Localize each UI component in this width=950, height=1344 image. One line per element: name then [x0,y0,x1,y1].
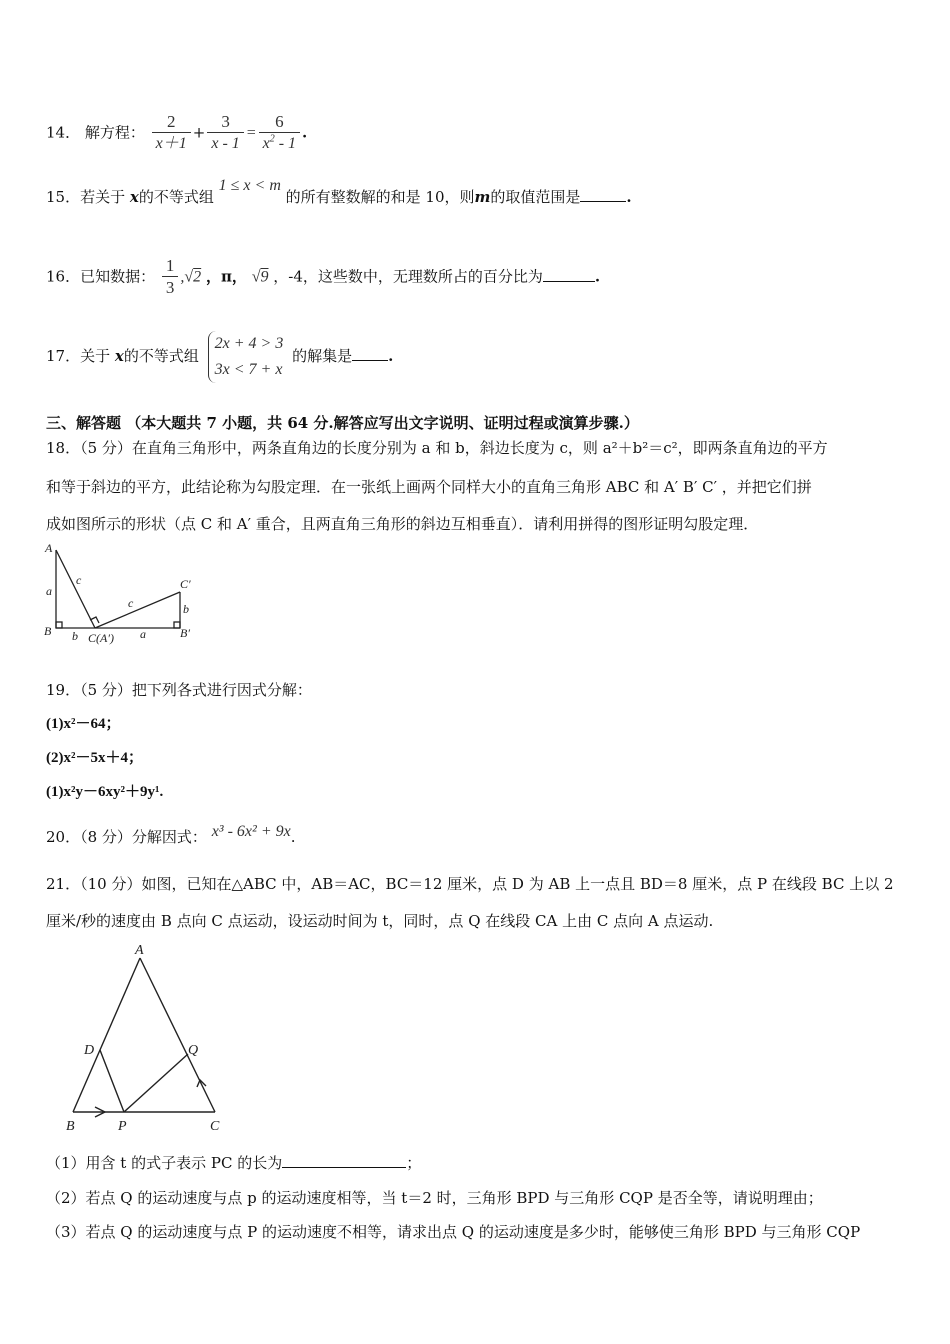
fig21-label-P: P [118,1119,127,1134]
answer-blank[interactable] [543,267,595,282]
question-18-line-3: 成如图所示的形状（点 C 和 A′ 重合，且两直角三角形的斜边互相垂直）．请利用拼得的图形证明勾股定理． [46,515,759,533]
triangle-abc-figure [60,940,240,1138]
q14-fraction-3: $\frac{6}{x^2 - 1}$ [259,112,300,155]
section-3-title: 三、解答题 （本大题共 7 小题，共 64 分.解答应写出文字说明、证明过程或演算步骤.） [46,414,639,432]
fig18-label-a2: a [140,627,146,641]
q21-sub-3: （3）若点 Q 的运动速度与点 P 的运动速度不相等，请求出点 Q 的运动速度是多少时，能够使三角形 BPD 与三角形 CQP [46,1223,861,1241]
q14-fraction-1: $\frac{2}{x+1}$ [152,112,191,155]
fig18-label-Cp: C′ [180,577,191,591]
question-18-line-2: 和等于斜边的平方，此结论称为勾股定理．在一张纸上画两个同样大小的直角三角形 ABC 和 A′ B′ C′ ，并把它们拼 [46,478,812,496]
q17-inequality-system: 2x + 4 > 3 3x < 7 + x [208,331,284,383]
answer-blank[interactable] [580,187,626,202]
pythagoras-figure [40,540,210,646]
fig18-label-Bp: B′ [180,626,190,640]
answer-blank[interactable] [282,1153,406,1168]
q21-sub-2: （2）若点 Q 的运动速度与点 p 的运动速度相等，当 t＝2 时，三角形 BPD 与三角形 CQP 是否全等，请说明理由； [46,1189,823,1207]
fig18-label-B: B [44,624,52,638]
question-14: 14． 解方程： $\frac{2}{x+1}$ + $\frac{3}{x - 1}$ = $\frac{6}{x^2 - 1}$ . [46,112,307,155]
q14-fraction-2: $\frac{3}{x - 1}$ [207,112,243,155]
fig18-label-C: C(A′) [88,631,114,645]
question-16: 16．已知数据： $\frac{1}{3}$ ,√2 ，π， √9 ，-4，这些数中，无理数所占的百分比为 . [46,256,601,297]
question-20: 20．（8 分）分解因式： x³ - 6x² + 9x. [46,823,296,846]
question-17: 17．关于 x的不等式组 2x + 4 > 3 3x < 7 + x 的解集是 . [46,328,393,384]
q16-sqrt-9: √9 [251,268,269,286]
q19-part-1: (1)x²－64； [46,716,121,732]
fig21-label-A: A [135,943,144,958]
fig18-label-b2: b [183,602,189,616]
question-18-line-1: 18．（5 分）在直角三角形中，两条直角边的长度分别为 a 和 b，斜边长度为 c，则 a²＋b²＝c²，即两条直角边的平方 [46,439,828,457]
fig18-label-c2: c [128,596,134,610]
q19-part-2: (2)x²－5x＋4； [46,750,143,766]
q14-number: 14． [46,123,81,142]
question-21-line-1: 21．（10 分）如图，已知在△ABC 中，AB＝AC，BC＝12 厘米，点 D 为 AB 上一点且 BD＝8 厘米，点 P 在线段 BC 上以 2 [46,875,894,893]
answer-blank[interactable] [352,346,388,361]
q16-sqrt-2: √2 [184,268,202,286]
fig18-label-c1: c [76,573,82,587]
fig18-label-b1: b [72,629,78,643]
fig18-label-a1: a [46,584,52,598]
fig18-label-A: A [45,541,53,555]
question-15: 15．若关于 x的不等式组 1 ≤ x < m 的所有整数解的和是 10，则m的取值范围是 . [46,177,632,206]
q21-sub-1: （1）用含 t 的式子表示 PC 的长为 ； [46,1154,422,1172]
q15-inequality: 1 ≤ x < m [218,177,281,194]
fig21-label-C: C [210,1119,220,1134]
q20-expression: x³ - 6x² + 9x [211,823,291,840]
q14-label: 解方程： [84,123,145,142]
q16-fraction: $\frac{1}{3}$ [162,256,179,299]
question-21-line-2: 厘米/秒的速度由 B 点向 C 点运动，设运动时间为 t，同时，点 Q 在线段 CA 上由 C 点向 A 点运动. [46,912,714,930]
fig21-label-B: B [66,1119,75,1134]
question-19: 19．（5 分）把下列各式进行因式分解： [46,681,312,699]
fig21-label-D: D [84,1043,95,1058]
q19-part-3: (1)x²y－6xy²＋9y¹. [46,784,164,800]
fig21-label-Q: Q [188,1043,199,1058]
